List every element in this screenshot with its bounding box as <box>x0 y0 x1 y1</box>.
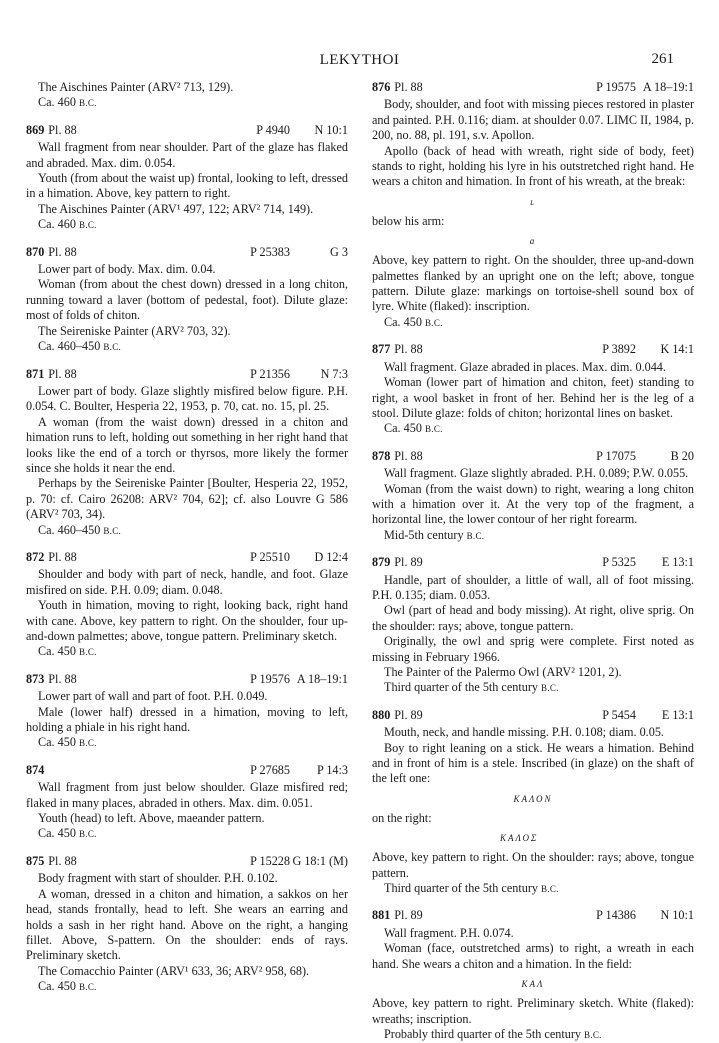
grid-location: G 18:1 (M) <box>292 853 348 868</box>
attribution: The Aischines Painter (ARV² 713, 129). <box>38 80 234 94</box>
entry-header <box>26 550 348 565</box>
attribution: The Painter of the Palermo Owl (ARV² 1201, 2). <box>384 665 622 679</box>
description: Woman (lower part of himation and chiton, feet) standing to right, a wool basket in front of her. Behind her is the leg of a stool. Dilute glaze: folds of chiton; horizontal lines on basket. <box>372 375 694 420</box>
date: Ca. 450 B.C. <box>38 735 97 750</box>
accession-number: P 19575 <box>596 80 636 94</box>
date: Probably third quarter of the 5th century B.C. <box>384 1026 602 1041</box>
date: Ca. 450 B.C. <box>38 644 97 659</box>
date: Ca. 450 B.C. <box>384 314 443 329</box>
description: Owl (part of head and body missing). At right, olive sprig. On the shoulder: rays; above, tongue pattern. <box>372 603 694 633</box>
accession-number: P 3892 <box>602 342 636 357</box>
accession-number: P 25510 <box>250 549 290 564</box>
grid-location: D 12:4 <box>314 549 348 564</box>
description: Body, shoulder, and foot with missing pieces restored in plaster and painted. P.H. 0.116; diam. at shoulder 0.07. LIMC II, 1984, p. 200, no. 88, pl. 191, s.v. Apollon. <box>372 97 694 143</box>
entry-number: 881 <box>372 908 391 923</box>
description: Originally, the owl and sprig were complete. First noted as missing in February 1966. <box>372 634 694 664</box>
running-title: LEKYTHOI <box>319 52 400 68</box>
entry-header <box>26 854 348 869</box>
plate-ref: Pl. 88 <box>48 244 77 259</box>
description: Shoulder and body with part of neck, handle, and foot. Glaze misfired on side. P.H. 0.09; diam. 0.048. <box>26 567 348 597</box>
accession-number: P 21356 <box>250 366 290 381</box>
inscription: ʟ <box>530 196 536 207</box>
left-column <box>26 80 348 996</box>
date: Ca. 450 B.C. <box>38 826 97 841</box>
description: Above, key pattern to right. On the shoulder: rays; above, tongue pattern. <box>372 850 694 880</box>
date: Ca. 460–450 B.C. <box>38 522 122 537</box>
grid-location: B 20 <box>670 448 694 463</box>
plate-ref: Pl. 88 <box>48 853 77 868</box>
description: Mouth, neck, and handle missing. P.H. 0.108; diam. 0.05. <box>384 725 664 740</box>
description: Lower part of wall and part of foot. P.H. 0.049. <box>38 689 268 704</box>
description: Boy to right leaning on a stick. He wears a himation. Behind and in front of him is a stele. Inscribed (in glaze) on the shaft of the left one: <box>372 740 694 786</box>
plate-ref: Pl. 88 <box>394 80 423 94</box>
description: Youth (from about the waist up) frontal, looking to left, dressed in a himation. Above, key pattern to right. <box>26 171 348 201</box>
description: Woman (from about the chest down) dressed in a long chiton, running toward a laver (bottom of pedestal, foot). Dilute glaze: most of folds of chiton. <box>26 277 348 323</box>
description: Above, key pattern to right. Preliminary sketch. White (flaked): wreaths; inscription. <box>372 996 694 1026</box>
date: Third quarter of the 5th century B.C. <box>384 680 559 695</box>
entry-number: 878 <box>372 448 391 463</box>
description: Wall fragment. P.H. 0.074. <box>384 925 514 940</box>
attribution: The Comacchio Painter (ARV¹ 633, 36; ARV² 958, 68). <box>38 963 310 978</box>
grid-location: E 13:1 <box>661 707 694 722</box>
plate-ref: Pl. 88 <box>48 671 77 686</box>
entry-number: 870 <box>26 244 45 259</box>
inscription: ΚΑΛ <box>521 979 545 990</box>
description: Male (lower half) dressed in a himation, moving to left, holding a phiale in his right hand. <box>26 704 348 735</box>
entry-header <box>26 123 348 138</box>
entry-number: 877 <box>372 342 391 357</box>
attribution: The Seireniske Painter (ARV² 703, 32). <box>38 323 231 338</box>
description: Youth (head) to left. Above, maeander pattern. <box>38 811 265 826</box>
grid-location: G 3 <box>330 244 348 259</box>
plate-ref: Pl. 89 <box>394 707 423 722</box>
entry-header <box>26 245 348 260</box>
entry-number: 871 <box>26 366 45 381</box>
attribution: The Aischines Painter (ARV¹ 497, 122; ARV² 714, 149). <box>38 201 314 216</box>
inscription: ɑ <box>529 236 537 247</box>
grid-location: A 18–19:1 <box>296 671 348 686</box>
description: on the right: <box>372 810 432 825</box>
grid-location: N 10:1 <box>660 908 694 923</box>
plate-ref: Pl. 88 <box>394 448 423 463</box>
description: Wall fragment from just below shoulder. Glaze misfired red; flaked in many places, abraded in others. Max. dim. 0.051. <box>26 780 348 810</box>
entry-header <box>372 80 694 95</box>
description: A woman, dressed in a chiton and himation, a sakkos on her head, stands frontally, head to left. She wears an earring and holds a sash in her right hand. Above on the right, a hanging fillet. Above, S-pattern. On the shoulder: ends of rays. Preliminary sketch. <box>26 886 348 963</box>
entry-header <box>26 367 348 382</box>
entry-number: 874 <box>26 762 45 777</box>
entry-number: 880 <box>372 707 391 722</box>
entry-header <box>372 908 694 923</box>
entry-header <box>26 672 348 687</box>
accession-number: P 14386 <box>596 908 636 923</box>
right-column <box>372 80 694 1043</box>
description: Youth in himation, moving to right, looking back, right hand with cane. Above, key pattern to right. On the shoulder, four up-and-down palmettes; above, tongue pattern. Preliminary sketch. <box>26 598 348 643</box>
description: Body fragment with start of shoulder. P.H. 0.102. <box>38 871 278 886</box>
description: Lower part of body. Glaze slightly misfired below figure. P.H. 0.054. C. Boulter, Hesperia 22, 1953, p. 70, cat. no. 15, pl. 25. <box>26 383 348 414</box>
grid-location: A 18–19:1 <box>642 80 694 94</box>
plate-ref: Pl. 88 <box>48 549 77 564</box>
attribution: Perhaps by the Seireniske Painter [Boulter, Hesperia 22, 1952, p. 70: cf. Cairo 26208: ARV² 704, 62]; cf. also Louvre G 586 (ARV² 703, 34). <box>26 476 348 522</box>
entry-header <box>372 449 694 464</box>
accession-number: P 5454 <box>602 707 636 722</box>
date: Third quarter of the 5th century B.C. <box>384 881 559 896</box>
description: Woman (face, outstretched arms) to right, a wreath in each hand. She wears a chiton and a himation. In the field: <box>372 941 694 971</box>
accession-number: P 5325 <box>602 555 636 570</box>
accession-number: P 27685 <box>250 762 290 777</box>
entry-header <box>372 708 694 723</box>
entry-number: 876 <box>372 80 391 94</box>
accession-number: P 25383 <box>250 244 290 259</box>
description: Handle, part of shoulder, a little of wall, all of foot missing. P.H. 0.135; diam. 0.053. <box>372 572 694 602</box>
entry-number: 873 <box>26 671 45 686</box>
plate-ref: Pl. 88 <box>48 366 77 381</box>
inscription: ΚΑΛΟΣ <box>500 833 539 844</box>
grid-location: N 7:3 <box>320 366 348 381</box>
page-number: 261 <box>651 51 674 67</box>
entry-header <box>372 555 694 570</box>
plate-ref: Pl. 89 <box>394 555 423 570</box>
description: Wall fragment. Glaze abraded in places. Max. dim. 0.044. <box>384 359 666 374</box>
description: A woman (from the waist down) dressed in a chiton and himation runs to left, holding out something in her right hand that looks like the end of a torch or thyrsos, more likely the former since she holds it near the end. <box>26 414 348 475</box>
plate-ref: Pl. 88 <box>394 342 423 357</box>
entry-number: 879 <box>372 555 391 570</box>
date: Ca. 460 B.C. <box>38 95 97 110</box>
accession-number: P 19576 <box>250 671 290 686</box>
accession-number: P 4940 <box>256 122 290 137</box>
accession-number: P 17075 <box>596 448 636 463</box>
entry-header <box>372 342 694 357</box>
description: Apollo (back of head with wreath, right side of body, feet) stands to right, holding his lyre in his outstretched right hand. He wears a chiton and himation. In front of his wreath, at the break: <box>372 143 694 189</box>
grid-location: P 14:3 <box>316 762 348 777</box>
plate-ref: Pl. 89 <box>394 908 423 923</box>
date: Mid-5th century B.C. <box>384 527 485 542</box>
inscription: ΚΑΛΟΝ <box>513 793 553 804</box>
description: Wall fragment. Glaze slightly abraded. P.H. 0.089; P.W. 0.055. <box>384 466 689 481</box>
entry-number: 869 <box>26 122 45 137</box>
grid-location: K 14:1 <box>660 342 694 357</box>
plate-ref: Pl. 88 <box>48 122 77 137</box>
description: Lower part of body. Max. dim. 0.04. <box>38 262 216 277</box>
entry-number: 872 <box>26 549 45 564</box>
date: Ca. 460 B.C. <box>38 217 97 232</box>
description: Wall fragment from near shoulder. Part of the glaze has flaked and abraded. Max. dim. 0.054. <box>26 140 348 170</box>
grid-location: N 10:1 <box>314 122 348 137</box>
date: Ca. 450 B.C. <box>38 979 97 994</box>
entry-header <box>26 763 348 778</box>
description: below his arm: <box>372 213 445 228</box>
date: Ca. 460–450 B.C. <box>38 339 122 354</box>
entry-number: 875 <box>26 853 45 868</box>
description: Above, key pattern to right. On the shoulder, three up-and-down palmettes flanked by an upright one on the left; above, tongue pattern. Dilute glaze: markings on tortoise-shell sound box of lyre. White (flaked): inscription. <box>372 253 694 314</box>
date: Ca. 450 B.C. <box>384 421 443 436</box>
grid-location: E 13:1 <box>661 555 694 570</box>
accession-number: P 15228 <box>250 853 290 868</box>
description: Woman (from the waist down) to right, wearing a long chiton with a himation over it. At the very top of the fragment, a horizontal line, the lower contour of her right forearm. <box>372 481 694 527</box>
